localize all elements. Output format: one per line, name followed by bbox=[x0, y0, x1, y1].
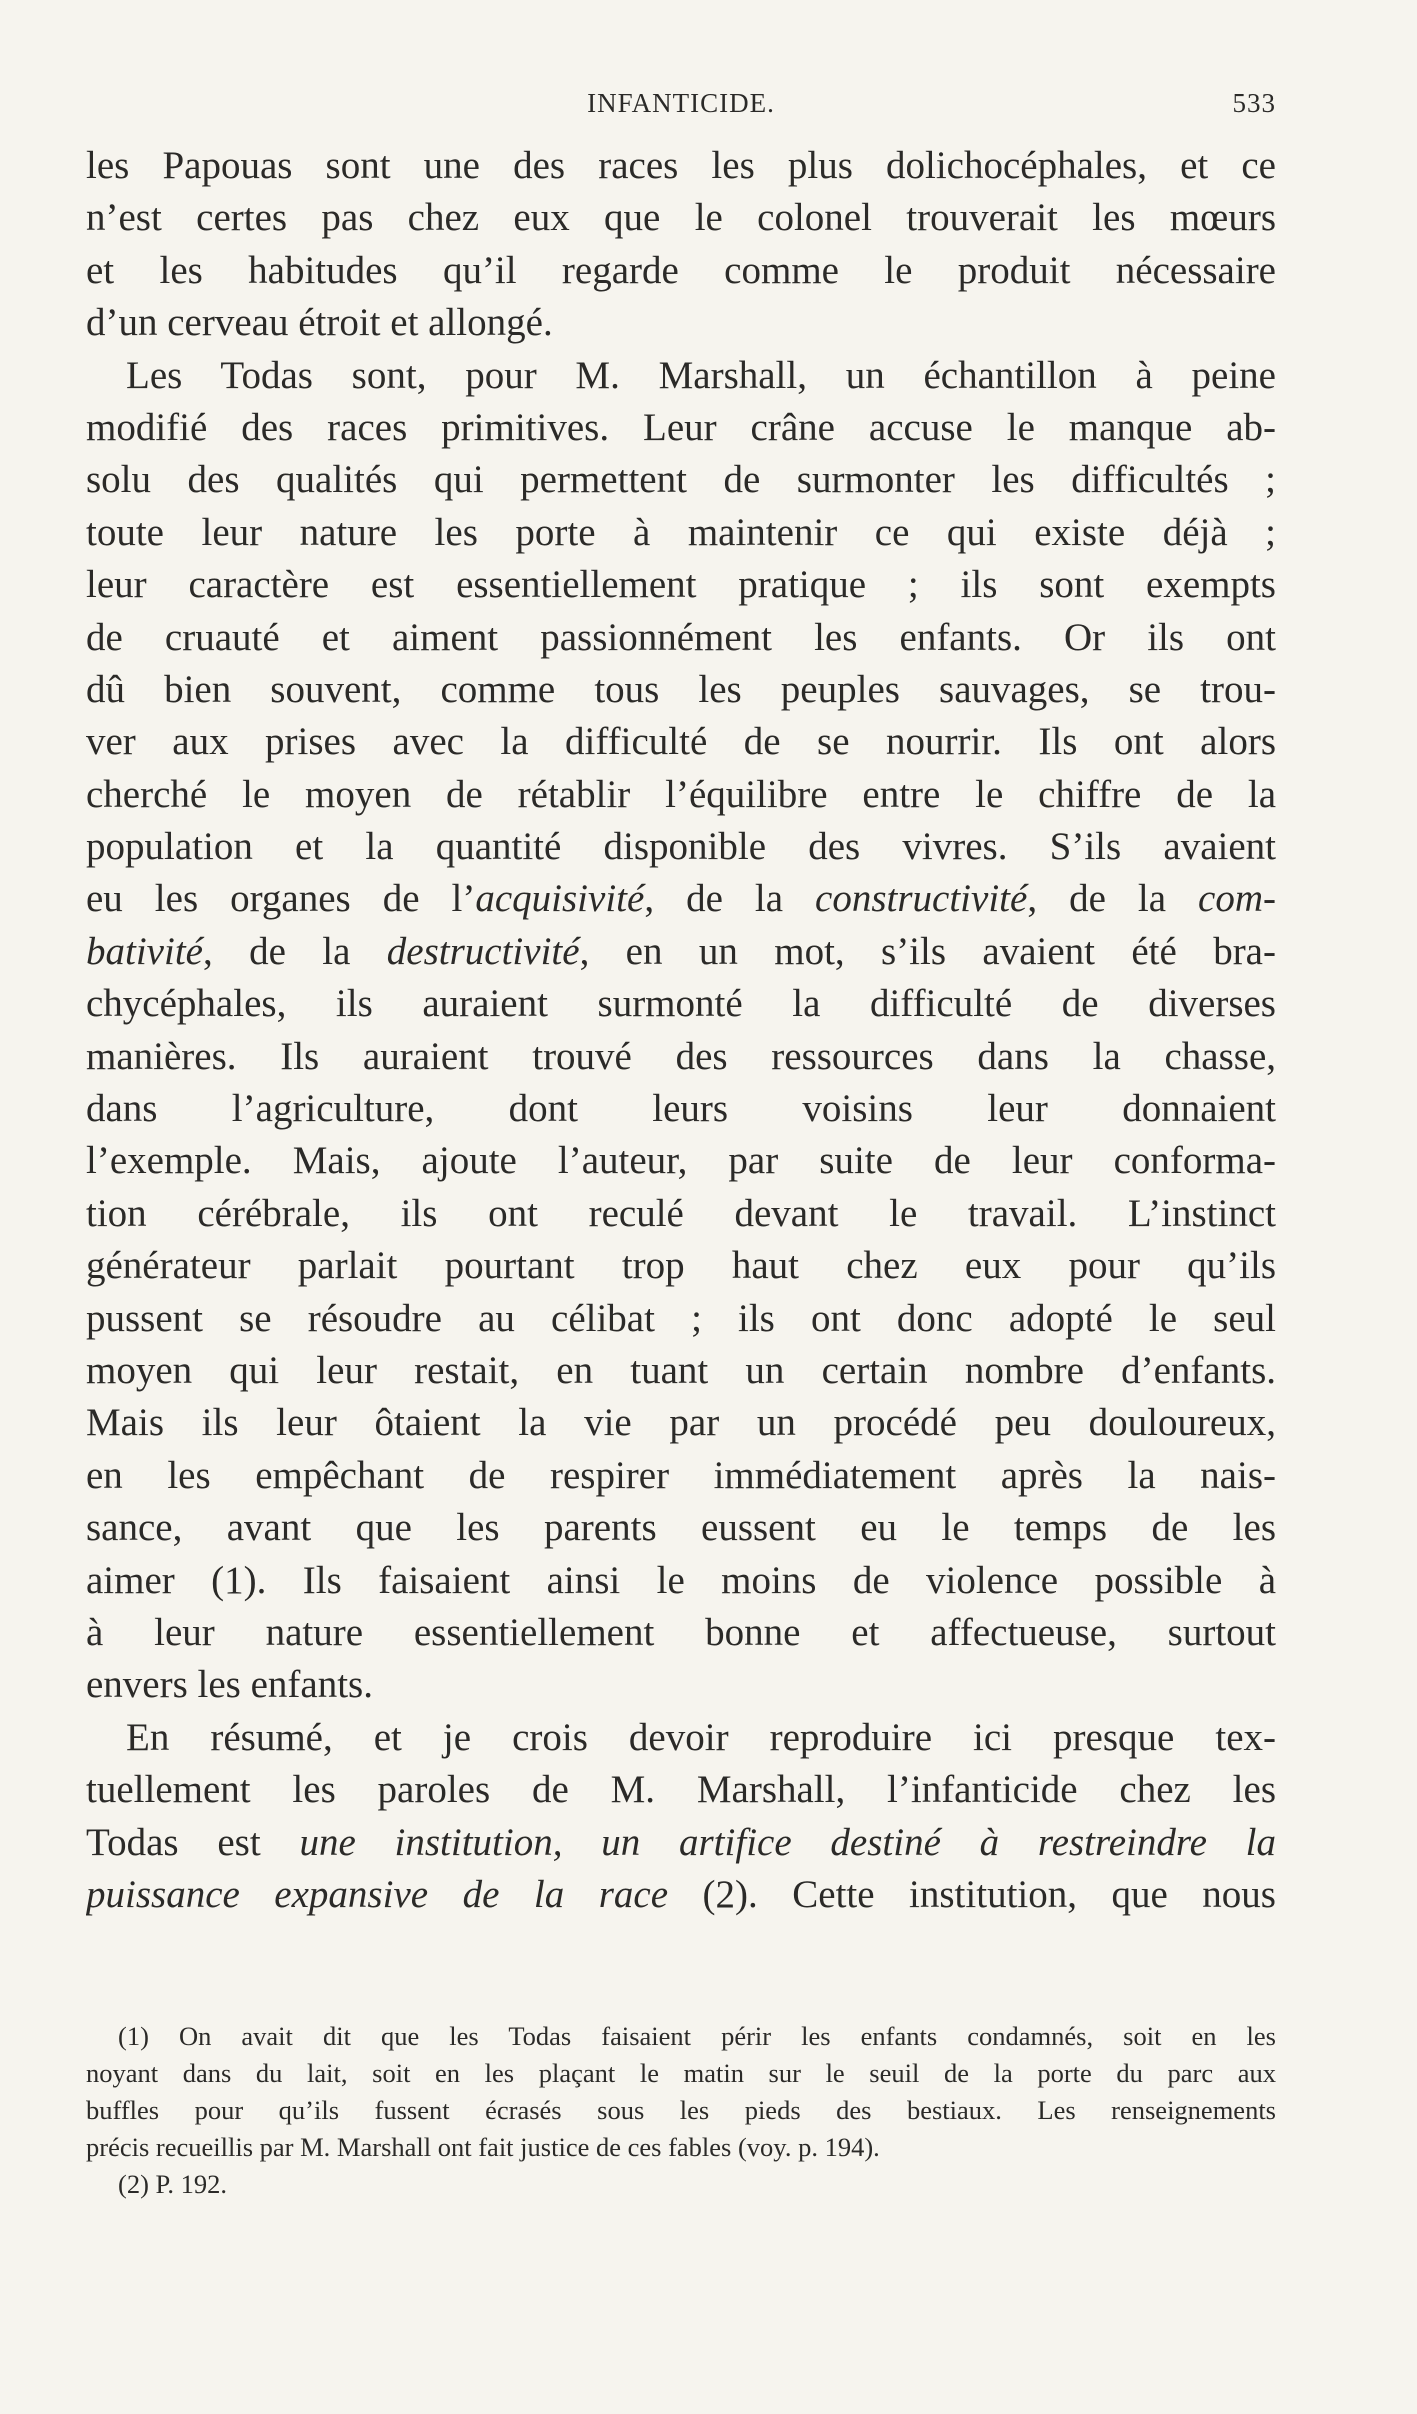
italic-phrase: une institution, un artifice destiné à restreindre la bbox=[299, 1820, 1276, 1864]
text-line: population et la quantité disponible des vivres. S’ils avaient bbox=[86, 825, 1276, 869]
text-line bbox=[86, 926, 1276, 978]
text-line: dans l’agriculture, dont leurs voisins leur donnaient bbox=[86, 1087, 1276, 1131]
text-run: , de la bbox=[202, 929, 387, 973]
text-line: aimer (1). Ils faisaient ainsi le moins de violence possible à bbox=[86, 1558, 1276, 1602]
text-line: chycéphales, ils auraient surmonté la difficulté de diverses bbox=[86, 982, 1276, 1026]
footnotes bbox=[86, 2018, 1276, 2203]
text-line: toute leur nature les porte à maintenir ce qui existe déjà ; bbox=[86, 510, 1276, 554]
text-run: , en un mot, s’ils avaient été bra- bbox=[579, 929, 1276, 973]
text-line: tuellement les paroles de M. Marshall, l’infanticide chez les bbox=[86, 1768, 1276, 1812]
text-line bbox=[86, 1869, 1276, 1921]
italic-phrase: puissance expansive de la race bbox=[86, 1872, 669, 1916]
text-line: tion cérébrale, ils ont reculé devant le travail. L’instinct bbox=[86, 1191, 1276, 1235]
italic-term: bativité bbox=[86, 929, 203, 973]
text-line bbox=[86, 1817, 1276, 1869]
italic-term: destructivité bbox=[386, 929, 580, 973]
text-line: l’exemple. Mais, ajoute l’auteur, par suite de leur conforma- bbox=[86, 1139, 1276, 1183]
text-line: et les habitudes qu’il regarde comme le produit nécessaire bbox=[86, 248, 1276, 292]
footnote-line: précis recueillis par M. Marshall ont fait justice de ces fables (voy. p. 194). bbox=[86, 2132, 880, 2162]
italic-term: acquisivité bbox=[475, 877, 645, 921]
text-run: , de la bbox=[644, 877, 816, 921]
text-line bbox=[86, 873, 1276, 925]
text-line: modifié des races primitives. Leur crâne accuse le manque ab- bbox=[86, 405, 1276, 449]
italic-term: com- bbox=[1198, 877, 1276, 921]
text-line: générateur parlait pourtant trop haut chez eux pour qu’ils bbox=[86, 1244, 1276, 1288]
text-line: Mais ils leur ôtaient la vie par un procédé peu douloureux, bbox=[86, 1401, 1276, 1445]
text-line: Les Todas sont, pour M. Marshall, un échantillon à peine bbox=[126, 353, 1276, 397]
text-line: ver aux prises avec la difficulté de se nourrir. Ils ont alors bbox=[86, 720, 1276, 764]
text-line: solu des qualités qui permettent de surmonter les difficultés ; bbox=[86, 458, 1276, 502]
text-run: eu les organes de l’ bbox=[86, 877, 476, 921]
footnote-line: buffles pour qu’ils fussent écrasés sous les pieds des bestiaux. Les renseignements bbox=[86, 2095, 1276, 2125]
text-line: moyen qui leur restait, en tuant un certain nombre d’enfants. bbox=[86, 1348, 1276, 1392]
text-line: de cruauté et aiment passionnément les enfants. Or ils ont bbox=[86, 615, 1276, 659]
text-line: cherché le moyen de rétablir l’équilibre entre le chiffre de la bbox=[86, 772, 1276, 816]
text-line: En résumé, et je crois devoir reproduire ici presque tex- bbox=[126, 1715, 1276, 1759]
text-line: les Papouas sont une des races les plus dolichocéphales, et ce bbox=[86, 144, 1276, 187]
text-line: en les empêchant de respirer immédiatement après la nais- bbox=[86, 1453, 1276, 1497]
text-line: dû bien souvent, comme tous les peuples sauvages, se trou- bbox=[86, 667, 1276, 711]
italic-term: constructivité bbox=[815, 877, 1028, 921]
footnote-line: (1) On avait dit que les Todas faisaient périr les enfants condamnés, soit en les bbox=[118, 2021, 1276, 2051]
book-page bbox=[86, 0, 1276, 2414]
footnote-line: (2) P. 192. bbox=[118, 2169, 227, 2199]
page-number: 533 bbox=[1232, 88, 1276, 118]
text-line: n’est certes pas chez eux que le colonel trouverait les mœurs bbox=[86, 196, 1276, 240]
running-head bbox=[86, 88, 1276, 128]
text-line: sance, avant que les parents eussent eu le temps de les bbox=[86, 1506, 1276, 1550]
text-line: manières. Ils auraient trouvé des ressources dans la chasse, bbox=[86, 1034, 1276, 1078]
footnote-line: noyant dans du lait, soit en les plaçant le matin sur le seuil de la porte du parc aux bbox=[86, 2058, 1276, 2088]
text-run: Todas est bbox=[86, 1820, 300, 1864]
text-line: envers les enfants. bbox=[86, 1663, 373, 1707]
text-run: , de la bbox=[1027, 877, 1199, 921]
text-line: à leur nature essentiellement bonne et affectueuse, surtout bbox=[86, 1610, 1276, 1654]
text-line: pussent se résoudre au célibat ; ils ont donc adopté le seul bbox=[86, 1296, 1276, 1340]
body-text bbox=[86, 140, 1276, 1921]
text-line: d’un cerveau étroit et allongé. bbox=[86, 301, 553, 345]
text-line: leur caractère est essentiellement pratique ; ils sont exempts bbox=[86, 563, 1276, 607]
running-title: INFANTICIDE. bbox=[587, 88, 775, 118]
text-run: (2). Cette institution, que nous bbox=[668, 1872, 1276, 1916]
